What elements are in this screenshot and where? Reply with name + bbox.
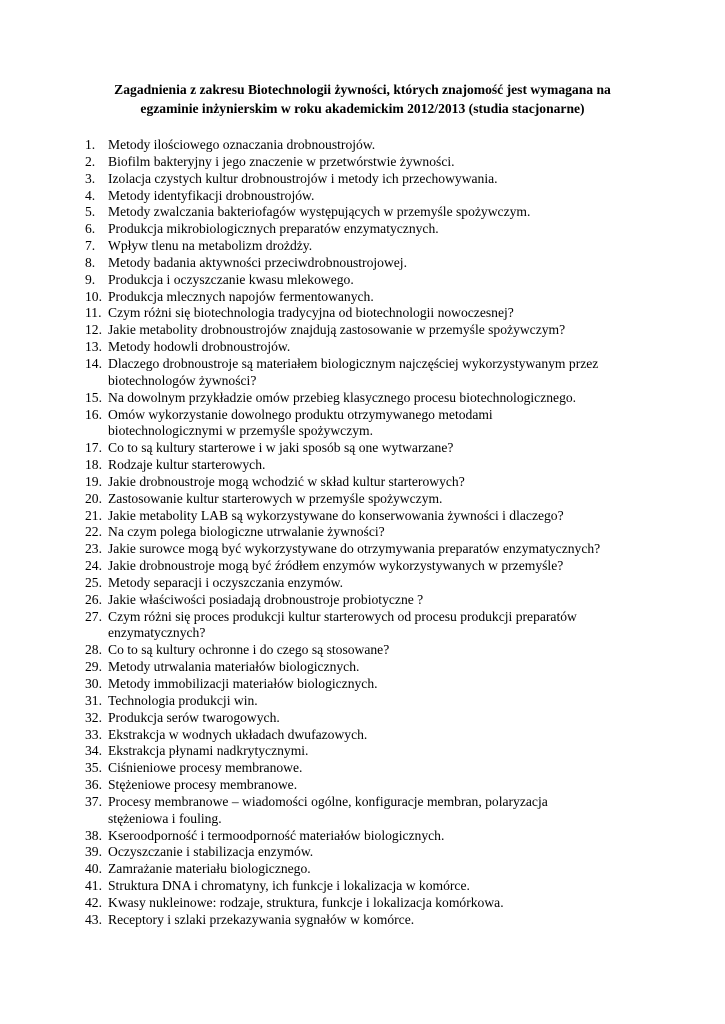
list-item-number: 6. xyxy=(85,221,96,237)
list-item xyxy=(85,878,655,895)
list-item-number: 2. xyxy=(85,153,96,169)
list-item-number: 32. xyxy=(85,709,102,725)
list-item-text: Produkcja i oczyszczanie kwasu mlekowego. xyxy=(108,271,354,287)
list-item-number: 22. xyxy=(85,524,102,540)
list-item-number: 18. xyxy=(85,457,102,473)
list-item-number: 19. xyxy=(85,473,102,489)
list-item-number: 39. xyxy=(85,844,102,860)
list-item-text: Metody zwalczania bakteriofagów występujących w przemyśle spożywczym. xyxy=(108,204,531,220)
list-item-text: Czym różni się proces produkcji kultur starterowych od procesu produkcji preparatów enzymatycznych? xyxy=(108,608,577,641)
list-item-number: 24. xyxy=(85,558,102,574)
list-item xyxy=(85,221,655,238)
list-item xyxy=(85,541,655,558)
list-item xyxy=(85,693,655,710)
list-item-text: Ciśnieniowe procesy membranowe. xyxy=(108,760,303,776)
list-item-number: 36. xyxy=(85,777,102,793)
list-item-text: Produkcja serów twarogowych. xyxy=(108,709,280,725)
list-item xyxy=(85,457,655,474)
list-item-text: Struktura DNA i chromatyny, ich funkcje i lokalizacja w komórce. xyxy=(108,878,470,894)
list-item-text: Procesy membranowe – wiadomości ogólne, konfiguracje membran, polaryzacja stężeniowa i fouling. xyxy=(108,793,548,826)
list-item-number: 38. xyxy=(85,827,102,843)
list-item-text: Na dowolnym przykładzie omów przebieg klasycznego procesu biotechnologicznego. xyxy=(108,389,577,405)
list-item-number: 25. xyxy=(85,574,102,590)
list-item-number: 15. xyxy=(85,389,102,405)
list-item-number: 10. xyxy=(85,288,102,304)
list-item-text: Wpływ tlenu na metabolizm drożdży. xyxy=(108,238,313,254)
list-item-number: 21. xyxy=(85,507,102,523)
list-item xyxy=(85,727,655,744)
list-item xyxy=(85,659,655,676)
list-item xyxy=(85,238,655,255)
list-item-text: Produkcja mlecznych napojów fermentowanych. xyxy=(108,288,374,304)
list-item xyxy=(85,272,655,289)
list-item xyxy=(85,861,655,878)
list-item-number: 26. xyxy=(85,591,102,607)
list-item-text: Rodzaje kultur starterowych. xyxy=(108,457,266,473)
list-item-number: 14. xyxy=(85,355,102,371)
list-item xyxy=(85,912,655,929)
list-item-text: Biofilm bakteryjny i jego znaczenie w przetwórstwie żywności. xyxy=(108,153,455,169)
list-item-number: 7. xyxy=(85,238,96,254)
list-item-number: 20. xyxy=(85,490,102,506)
list-item xyxy=(85,137,655,154)
list-item xyxy=(85,171,655,188)
list-item xyxy=(85,188,655,205)
list-item-number: 3. xyxy=(85,170,96,186)
list-item xyxy=(85,844,655,861)
list-item-text: Omów wykorzystanie dowolnego produktu otrzymywanego metodami biotechnologicznymi w przemyśle spożywczym. xyxy=(108,406,493,439)
list-item xyxy=(85,407,655,441)
list-item-text: Oczyszczanie i stabilizacja enzymów. xyxy=(108,844,314,860)
list-item-text: Metody badania aktywności przeciwdrobnoustrojowej. xyxy=(108,254,407,270)
list-item-number: 41. xyxy=(85,878,102,894)
list-item xyxy=(85,491,655,508)
list-item xyxy=(85,777,655,794)
list-item-number: 5. xyxy=(85,204,96,220)
list-item-number: 43. xyxy=(85,911,102,927)
list-item-text: Produkcja mikrobiologicznych preparatów enzymatycznych. xyxy=(108,221,439,237)
list-item xyxy=(85,828,655,845)
list-item xyxy=(85,255,655,272)
list-item xyxy=(85,575,655,592)
list-item-text: Dlaczego drobnoustroje są materiałem biologicznym najczęściej wykorzystywanym przez biotechnologów żywności? xyxy=(108,355,599,388)
list-item xyxy=(85,794,655,828)
list-item-number: 12. xyxy=(85,322,102,338)
list-item-text: Metody immobilizacji materiałów biologicznych. xyxy=(108,676,378,691)
list-item-text: Metody identyfikacji drobnoustrojów. xyxy=(108,187,315,203)
list-item-text: Ekstrakcja w wodnych układach dwufazowych. xyxy=(108,726,368,742)
list-item xyxy=(85,676,655,693)
list-item-number: 27. xyxy=(85,608,102,624)
list-item-text: Zamrażanie materiału biologicznego. xyxy=(108,861,311,877)
list-item-text: Metody separacji i oczyszczania enzymów. xyxy=(108,574,344,590)
list-item-number: 9. xyxy=(85,271,96,287)
list-item xyxy=(85,474,655,491)
list-item-text: Jakie drobnoustroje mogą być źródłem enzymów wykorzystywanych w przemyśle? xyxy=(108,558,564,574)
list-item-number: 8. xyxy=(85,254,96,270)
list-item xyxy=(85,154,655,171)
title-line-1: Zagadnienia z zakresu Biotechnologii żywności, których znajomość jest wymagana na xyxy=(114,82,611,97)
list-item xyxy=(85,895,655,912)
list-item-text: Technologia produkcji win. xyxy=(108,692,258,708)
list-item xyxy=(85,609,655,643)
list-item-number: 23. xyxy=(85,541,102,557)
list-item xyxy=(85,322,655,339)
list-item-number: 4. xyxy=(85,187,96,203)
list-item-text: Ekstrakcja płynami nadkrytycznymi. xyxy=(108,743,309,759)
list-item-text: Metody utrwalania materiałów biologicznych. xyxy=(108,659,360,675)
list-item-number: 34. xyxy=(85,743,102,759)
list-item xyxy=(85,339,655,356)
list-item-number: 40. xyxy=(85,861,102,877)
list-item-number: 28. xyxy=(85,642,102,658)
list-item xyxy=(85,558,655,575)
list-item-number: 31. xyxy=(85,692,102,708)
document-title xyxy=(60,80,665,118)
list-item-text: Co to są kultury ochronne i do czego są stosowane? xyxy=(108,642,390,658)
list-item-text: Jakie surowce mogą być wykorzystywane do otrzymywania preparatów enzymatycznych? xyxy=(108,541,601,557)
list-item-text: Kwasy nukleinowe: rodzaje, struktura, funkcje i lokalizacja komórkowa. xyxy=(108,894,504,910)
list-item-number: 42. xyxy=(85,894,102,910)
list-item-text: Jakie właściwości posiadają drobnoustroje probiotyczne ? xyxy=(108,591,424,607)
list-item-number: 17. xyxy=(85,440,102,456)
list-item-text: Jakie drobnoustroje mogą wchodzić w skład kultur starterowych? xyxy=(108,473,465,489)
list-item xyxy=(85,642,655,659)
list-item-text: Czym różni się biotechnologia tradycyjna od biotechnologii nowoczesnej? xyxy=(108,305,514,321)
list-item-text: Metody ilościowego oznaczania drobnoustrojów. xyxy=(108,137,376,152)
list-item xyxy=(85,743,655,760)
list-item-number: 29. xyxy=(85,659,102,675)
list-item xyxy=(85,440,655,457)
list-item-number: 30. xyxy=(85,676,102,691)
list-item-text: Kseroodporność i termoodporność materiałów biologicznych. xyxy=(108,827,445,843)
list-item xyxy=(85,508,655,525)
list-item xyxy=(85,592,655,609)
list-item-number: 16. xyxy=(85,406,102,422)
list-item-number: 35. xyxy=(85,760,102,776)
list-item xyxy=(85,760,655,777)
list-item-text: Stężeniowe procesy membranowe. xyxy=(108,777,298,793)
list-item-text: Izolacja czystych kultur drobnoustrojów i metody ich przechowywania. xyxy=(108,170,498,186)
list-item xyxy=(85,390,655,407)
list-item xyxy=(85,524,655,541)
list-item-number: 1. xyxy=(85,137,96,152)
list-item xyxy=(85,356,655,390)
list-item-number: 33. xyxy=(85,726,102,742)
list-item xyxy=(85,305,655,322)
list-item-text: Jakie metabolity drobnoustrojów znajdują zastosowanie w przemyśle spożywczym? xyxy=(108,322,566,338)
list-item-text: Zastosowanie kultur starterowych w przemyśle spożywczym. xyxy=(108,490,443,506)
title-line-2: egzaminie inżynierskim w roku akademickim 2012/2013 (studia stacjonarne) xyxy=(140,101,585,116)
topic-list xyxy=(85,137,655,929)
list-item-number: 11. xyxy=(85,305,102,321)
list-item-text: Co to są kultury starterowe i w jaki sposób są one wytwarzane? xyxy=(108,440,454,456)
list-item xyxy=(85,710,655,727)
list-item xyxy=(85,289,655,306)
list-item-text: Receptory i szlaki przekazywania sygnałów w komórce. xyxy=(108,911,415,927)
list-item-number: 37. xyxy=(85,793,102,809)
list-item-number: 13. xyxy=(85,339,102,355)
list-item-text: Metody hodowli drobnoustrojów. xyxy=(108,339,291,355)
list-item xyxy=(85,204,655,221)
list-item-text: Jakie metabolity LAB są wykorzystywane do konserwowania żywności i dlaczego? xyxy=(108,507,564,523)
list-item-text: Na czym polega biologiczne utrwalanie żywności? xyxy=(108,524,385,540)
